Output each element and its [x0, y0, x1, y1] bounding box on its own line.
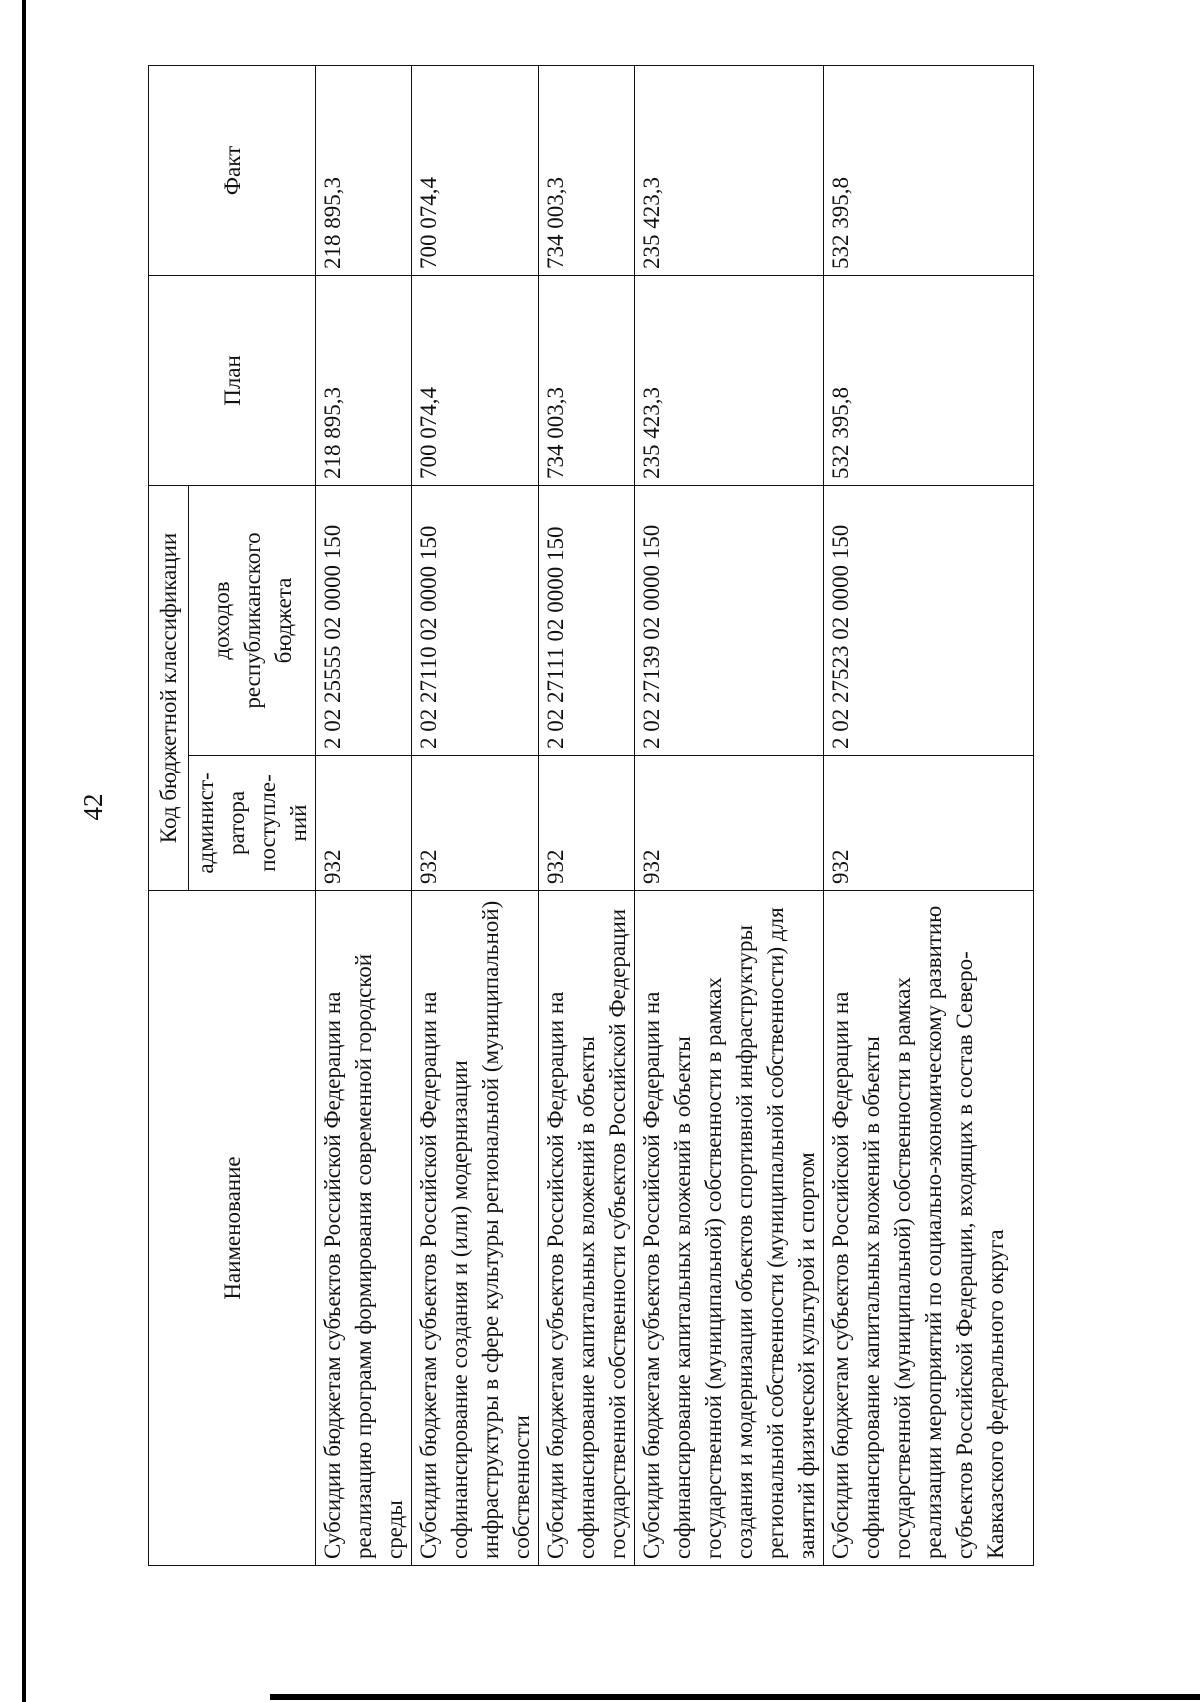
row-plan: 700 074,4 — [412, 275, 539, 485]
table-row — [412, 65, 539, 1565]
row-income-code: 2 02 27523 02 0000 150 — [824, 485, 1034, 755]
header-plan: План — [149, 275, 316, 485]
row-name: Субсидии бюджетам субъектов Российской Федерации на софинансирование капитальных вложений в объекты государственной (муниципальной) собственности в рамках реализации мероприятий по социально-экономическому развитию субъектов Российской Федерации, входящих в состав Северо-Кавказского федерального округа — [824, 891, 1034, 1566]
row-fact: 532 395,8 — [824, 65, 1034, 275]
row-admin-code: 932 — [635, 756, 824, 891]
row-plan: 235 423,3 — [635, 275, 824, 485]
table-row — [824, 65, 1034, 1565]
row-income-code: 2 02 27111 02 0000 150 — [539, 485, 635, 755]
row-fact: 700 074,4 — [412, 65, 539, 275]
budget-table — [148, 65, 1034, 1566]
page-number: 42 — [78, 793, 108, 821]
row-fact: 734 003,3 — [539, 65, 635, 275]
row-admin-code: 932 — [824, 756, 1034, 891]
row-name: Субсидии бюджетам субъектов Российской Федерации на софинансирование капитальных вложений в объекты государственной собственности субъектов Российской Федерации — [539, 891, 635, 1566]
row-plan: 218 895,3 — [316, 275, 412, 485]
row-fact: 235 423,3 — [635, 65, 824, 275]
scan-edge-bottom — [270, 1694, 1200, 1700]
header-income-code: доходов республиканского бюджета — [189, 485, 316, 755]
row-income-code: 2 02 25555 02 0000 150 — [316, 485, 412, 755]
row-income-code: 2 02 27110 02 0000 150 — [412, 485, 539, 755]
table-row — [316, 65, 412, 1565]
row-name: Субсидии бюджетам субъектов Российской Федерации на софинансирование создания и (или) модернизации инфраструктуры в сфере культуры региональной (муниципальной) собственности — [412, 891, 539, 1566]
row-fact: 218 895,3 — [316, 65, 412, 275]
row-admin-code: 932 — [539, 756, 635, 891]
row-admin-code: 932 — [316, 756, 412, 891]
header-admin-code: админист- ратора поступле- ний — [189, 756, 316, 891]
row-name: Субсидии бюджетам субъектов Российской Федерации на софинансирование капитальных вложений в объекты государственной (муниципальной) собственности в рамках создания и модернизации объектов спортивной инфраструктуры региональной собственности (муниципальной собственности) для занятий физической культурой и спортом — [635, 891, 824, 1566]
table-row — [539, 65, 635, 1565]
header-code-group: Код бюджетной классификации — [149, 485, 189, 890]
header-name: Наименование — [149, 891, 316, 1566]
rotated-table-wrapper — [148, 66, 1078, 1566]
row-plan: 532 395,8 — [824, 275, 1034, 485]
row-admin-code: 932 — [412, 756, 539, 891]
scan-edge-left — [22, 0, 26, 1702]
table-row — [635, 65, 824, 1565]
header-fact: Факт — [149, 65, 316, 275]
row-name: Субсидии бюджетам субъектов Российской Федерации на реализацию программ формирования современной городской среды — [316, 891, 412, 1566]
row-income-code: 2 02 27139 02 0000 150 — [635, 485, 824, 755]
row-plan: 734 003,3 — [539, 275, 635, 485]
